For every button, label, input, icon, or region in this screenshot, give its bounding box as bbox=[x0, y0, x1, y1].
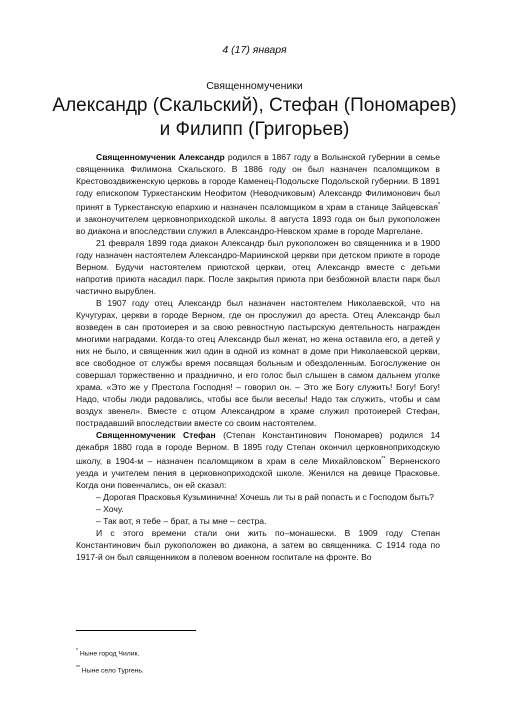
footnote-2-mark: ** bbox=[76, 665, 80, 672]
paragraph-2: 21 февраля 1899 года диакон Александр был рукоположен во священника и в 1900 году назначен настоятелем Александро-Мариинской церкви при детском приюте в городе Верном. Будучи настоятелем приютской церкви, отец Александр вместе с детьми напротив приюта насадил парк. После закрытия приюта при безбожной власти парк был частично вырублен. bbox=[76, 237, 440, 296]
title-line-2: и Филипп (Григорьев) bbox=[159, 119, 350, 140]
paragraph-7: – Так вот, я тебе – брат, а ты мне – сестра. bbox=[96, 515, 267, 526]
footnote-1 bbox=[76, 644, 440, 661]
footnote-1-text: Ныне город Чилик. bbox=[77, 650, 140, 658]
title-line-1: Александр (Скальский), Стефан (Пономарев) bbox=[52, 95, 457, 116]
page-title bbox=[0, 94, 509, 142]
footnote-1-mark: * bbox=[76, 648, 78, 654]
paragraph-8: И с этого времени стали они жить по–монашески. В 1909 году Степан Константинович был рукоположен во диакона, а затем во священника. С 1914 года по 1917-й он был священником в полевом военном госпитале на фронте. Во bbox=[76, 527, 440, 562]
footnote-2-text: Ныне село Тургень. bbox=[79, 667, 144, 675]
paragraph-1-text-a: родился в 1867 году в Волынской губернии в семье священника Филимона Скальского. В 1886 году он был назначен псаломщиком в Крестовоздвиженскую церковь в городе Каменец-Подольске Подольской губернии. В 1891 году епископом Туркестанским Неофитом (Неводчиковым) Александр Филимонович был принят в Туркестанскую епархию и назначен псаломщиком в храм в станице Зайцевская bbox=[76, 152, 440, 212]
page-subtitle: Священномученики bbox=[206, 80, 303, 92]
page-date-header: 4 (17) января bbox=[222, 44, 287, 56]
paragraph-1 bbox=[76, 151, 440, 237]
paragraph-3: В 1907 году отец Александр был назначен настоятелем Николаевской, что на Кучугурах, церкви в городе Верном, где он прослужил до ареста. Отец Александр был возведен в сан протоиерея и за свою ревностную пастырскую деятельность награжден многими наградами. Когда-то отец Александр был женат, но жена оставила его, а детей у них не было, и священник жил один в одной из комнат в доме при Николаевской церкви, все свободное от службы время посвящая больным и обездоленным. Богослужение он совершал торжественно и празднично, и его голос был слышен в самом дальнем уголке храма. «Это же у Престола Господня! – говорил он. – Это же Богу служить! Богу! Богу! Надо, чтобы люди радовались, чтобы все были веселы! Надо так служить, чтобы и сам воздух звенел». Вместе с отцом Александром в храме служил протоиерей Стефан, пострадавший впоследствии вместе со своим настоятелем. bbox=[76, 297, 440, 428]
footnote-2 bbox=[76, 661, 440, 678]
footnote-divider bbox=[76, 630, 196, 631]
footnote-ref-2: ** bbox=[381, 455, 386, 462]
paragraph-1-text-b: и законоучителем церковноприходской школы. 8 августа 1893 года он был рукоположен во диакона и впоследствии служил в Александро-Невском храме в городе Маргелане. bbox=[76, 213, 440, 236]
name-lead-alexander: Священномученик Александр bbox=[96, 152, 225, 162]
paragraph-5: – Дорогая Прасковья Кузьминична! Хочешь ли ты в рай попасть и с Господом быть? bbox=[96, 491, 434, 502]
paragraph-6: – Хочу. bbox=[96, 503, 124, 514]
article-body bbox=[76, 151, 440, 563]
footnote-ref-1: * bbox=[437, 202, 440, 208]
paragraph-4-text-b: Верненского уезда и учителем пения в церковноприходской школе. Женился на девице Прасковье. Когда они повенчались, он ей сказал: bbox=[76, 455, 441, 490]
name-lead-stefan: Священномученик Стефан bbox=[96, 429, 216, 440]
footnotes bbox=[76, 644, 440, 679]
paragraph-4 bbox=[76, 429, 440, 491]
paragraph-4-text-a: (Степан Константинович Пономарев) родился 14 декабря 1880 года в городе Верном. В 1895 году Степан окончил церковноприходскую школу, в 1904-м – назначен псаломщиком в храм в селе Михайловском bbox=[76, 429, 440, 466]
